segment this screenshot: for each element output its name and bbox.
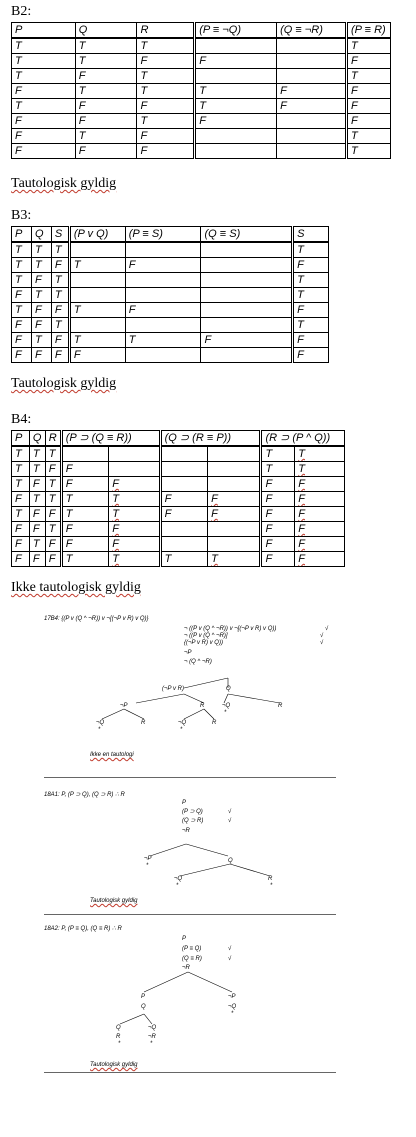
table-cell: T (69, 258, 125, 273)
section-label-b3: B3: (11, 208, 32, 223)
table-cell: F (29, 552, 45, 567)
table-cell: F (75, 114, 137, 129)
check-mark: √ (320, 633, 324, 639)
table-cell: T (12, 242, 32, 258)
tableau-node: R (278, 703, 283, 709)
table-cell: T (12, 303, 32, 318)
table-cell (69, 318, 125, 333)
table-cell: F (29, 477, 45, 492)
table-cell (61, 446, 108, 462)
closed-branch-mark: * (231, 1011, 234, 1017)
table-cell (195, 38, 277, 54)
table-cell: T (137, 114, 195, 129)
header-cell: R (137, 23, 195, 39)
table-row (12, 38, 391, 54)
table-cell: F (12, 552, 30, 567)
table-cell: T (195, 99, 277, 114)
table-cell (201, 288, 293, 303)
header-cell: P (12, 227, 32, 243)
table-cell: T (137, 38, 195, 54)
table-cell: T (61, 492, 108, 507)
table-cell: T (29, 537, 45, 552)
table-cell: F (45, 507, 61, 522)
tableau-verdict: Tautologisk gyldig (90, 1062, 138, 1068)
table-cell: T (31, 333, 51, 348)
table-row (12, 84, 391, 99)
table-cell: T (75, 84, 137, 99)
table-cell: T (12, 507, 30, 522)
table-cell: F (293, 348, 329, 363)
table-row (12, 318, 329, 333)
table-cell (277, 38, 347, 54)
table-cell: F (346, 99, 390, 114)
table-row (12, 273, 329, 288)
tableau-line: (Q ⊃ R) (182, 818, 204, 824)
table-cell: F (160, 507, 207, 522)
table-cell: F (277, 99, 347, 114)
divider (44, 1072, 336, 1073)
table-cell: T (69, 333, 125, 348)
table-row (12, 537, 345, 552)
table-cell: T (51, 242, 69, 258)
table-cell (208, 537, 261, 552)
tableau-line: P (182, 936, 187, 942)
table-cell: T (31, 288, 51, 303)
table-cell: T (12, 69, 76, 84)
table-cell: F (31, 318, 51, 333)
table-cell: F (45, 462, 61, 477)
table-row (12, 462, 345, 477)
table-cell: T (346, 69, 390, 84)
tableau-line: {(¬P v R) v Q)) (184, 640, 223, 646)
table-cell: T (137, 69, 195, 84)
table-cell: F (12, 144, 76, 159)
tableau-line: P (182, 800, 187, 806)
tableau-node: ¬P (228, 994, 236, 1000)
table-cell: T (208, 552, 261, 567)
table-cell: F (12, 129, 76, 144)
closed-branch-mark: * (146, 863, 149, 869)
table-cell: F (12, 522, 30, 537)
table-cell: T (295, 446, 345, 462)
table-cell: F (137, 54, 195, 69)
table-cell: T (195, 84, 277, 99)
table-cell: F (12, 333, 32, 348)
header-cell: R (45, 431, 61, 447)
tableau-node: ¬Q (228, 1004, 237, 1010)
table-cell: F (51, 303, 69, 318)
header-cell: (P v Q) (69, 227, 125, 243)
table-cell: T (69, 303, 125, 318)
tableau-node: ¬R (148, 1034, 156, 1040)
table-header-row (12, 23, 391, 39)
table-cell: T (293, 273, 329, 288)
tableau-line: ¬ ((P v (Q ^ ¬R)] (184, 633, 228, 639)
table-cell (201, 258, 293, 273)
tableau-node: R (116, 1034, 121, 1040)
check-mark: √ (228, 946, 232, 952)
table-row (12, 69, 391, 84)
table-cell: T (12, 258, 32, 273)
table-cell: T (51, 318, 69, 333)
table-row (12, 492, 345, 507)
table-row (12, 242, 329, 258)
check-mark: √ (325, 626, 329, 632)
table-cell: T (75, 54, 137, 69)
tableau-node: Q (226, 686, 231, 692)
table-cell: T (125, 333, 201, 348)
tableau-node: R (212, 720, 217, 726)
table-cell (69, 242, 125, 258)
tableau-branches (44, 788, 344, 908)
table-cell (201, 318, 293, 333)
table-row (12, 144, 391, 159)
table-cell: T (45, 492, 61, 507)
table-cell (125, 318, 201, 333)
tableau-node: ¬Q (222, 703, 231, 709)
divider (44, 777, 336, 778)
section-label-b2: B2: (11, 4, 32, 19)
table-cell: T (293, 288, 329, 303)
table-cell: T (346, 38, 390, 54)
table-cell: F (45, 552, 61, 567)
table-cell: F (201, 333, 293, 348)
header-cell: S (293, 227, 329, 243)
tableau-node: ¬Q (96, 720, 105, 726)
closed-branch-mark: * (270, 883, 273, 889)
table-cell: F (12, 348, 32, 363)
table-cell: T (51, 288, 69, 303)
check-mark: √ (320, 640, 324, 646)
table-cell: F (61, 462, 108, 477)
header-cell: (P ≡ S) (125, 227, 201, 243)
table-cell: F (261, 552, 295, 567)
table-row (12, 303, 329, 318)
tableau-18a1 (44, 788, 344, 908)
table-cell: F (295, 552, 345, 567)
table-cell: F (12, 492, 30, 507)
header-cell: (R ⊃ (P ^ Q)) (261, 431, 345, 447)
verdict-b2: Tautologisk gyldig (11, 176, 117, 191)
header-cell: P (12, 23, 76, 39)
table-cell: F (61, 537, 108, 552)
table-cell: T (295, 462, 345, 477)
table-cell (201, 242, 293, 258)
table-cell: F (125, 303, 201, 318)
table-cell (201, 303, 293, 318)
tableau-node: ¬P (120, 703, 128, 709)
tableau-node: ¬Q (178, 720, 187, 726)
table-cell: T (75, 129, 137, 144)
tableau-node: ¬P (144, 856, 152, 862)
table-cell: T (261, 462, 295, 477)
verdict-b3: Tautologisk gyldig (11, 376, 117, 391)
table-cell: F (293, 333, 329, 348)
truth-table-b4 (11, 430, 345, 567)
tableau-node: ¬Q (174, 876, 183, 882)
table-cell (201, 348, 293, 363)
table-cell: F (346, 84, 390, 99)
table-cell: F (293, 303, 329, 318)
table-cell: F (109, 537, 160, 552)
table-cell: F (295, 477, 345, 492)
closed-branch-mark: * (180, 727, 183, 733)
table-cell: T (61, 552, 108, 567)
table-cell (208, 477, 261, 492)
check-mark: √ (228, 956, 232, 962)
table-cell: F (160, 492, 207, 507)
table-cell: T (293, 318, 329, 333)
table-row (12, 258, 329, 273)
header-cell: P (12, 431, 30, 447)
table-row (12, 477, 345, 492)
tableau-verdict: Ikke en tautologi (90, 752, 134, 758)
tableau-line: ¬ (Q ^ ¬R) (184, 659, 212, 665)
table-row (12, 333, 329, 348)
table-row (12, 99, 391, 114)
header-cell: (P ⊃ (Q ≡ R)) (61, 431, 160, 447)
table-cell: T (45, 477, 61, 492)
header-cell: S (51, 227, 69, 243)
table-cell: T (293, 242, 329, 258)
header-cell: (Q ⊃ (R ≡ P)) (160, 431, 261, 447)
table-cell: F (295, 522, 345, 537)
section-label-b4: B4: (11, 412, 32, 427)
table-cell: T (75, 38, 137, 54)
header-cell: (P ≡ ¬Q) (195, 23, 277, 39)
table-cell: F (261, 522, 295, 537)
header-cell: (Q ≡ ¬R) (277, 23, 347, 39)
table-cell: F (295, 507, 345, 522)
table-cell: T (12, 273, 32, 288)
table-cell: T (12, 462, 30, 477)
table-cell: F (195, 54, 277, 69)
table-cell: F (29, 522, 45, 537)
table-cell: F (45, 537, 61, 552)
tableau-title: 18A1: P, (P ⊃ Q), (Q ⊃ R) ∴ R (44, 792, 125, 798)
table-cell (195, 144, 277, 159)
table-cell: F (29, 507, 45, 522)
table-row (12, 348, 329, 363)
table-cell: F (261, 492, 295, 507)
table-cell (208, 522, 261, 537)
header-cell: Q (75, 23, 137, 39)
table-cell: T (12, 446, 30, 462)
check-mark: √ (228, 809, 232, 815)
table-cell: F (295, 492, 345, 507)
header-cell: Q (29, 431, 45, 447)
table-cell: T (109, 492, 160, 507)
table-cell (160, 522, 207, 537)
table-cell (201, 273, 293, 288)
table-row (12, 522, 345, 537)
table-cell: T (12, 38, 76, 54)
table-row (12, 507, 345, 522)
table-cell: F (31, 348, 51, 363)
table-cell: T (109, 552, 160, 567)
tableau-node: Q (116, 1025, 121, 1031)
table-cell: F (261, 537, 295, 552)
table-cell: F (109, 522, 160, 537)
table-cell: F (12, 537, 30, 552)
tableau-verdict: Tautologisk gyldig (90, 898, 138, 904)
tableau-node: R (200, 703, 205, 709)
truth-table-b2 (11, 22, 391, 159)
table-cell: F (12, 114, 76, 129)
table-cell: F (137, 99, 195, 114)
table-cell: T (160, 552, 207, 567)
tableau-17b4 (44, 614, 344, 774)
table-cell: F (51, 348, 69, 363)
table-row (12, 114, 391, 129)
table-cell: F (346, 114, 390, 129)
table-cell: F (75, 99, 137, 114)
table-row (12, 288, 329, 303)
table-cell: T (12, 99, 76, 114)
table-cell (277, 144, 347, 159)
tableau-line: (Q ≡ R) (182, 956, 202, 962)
tableau-node: Q (141, 1004, 146, 1010)
closed-branch-mark: * (150, 1041, 153, 1047)
table-cell: F (346, 54, 390, 69)
divider (44, 914, 336, 915)
table-cell: T (261, 446, 295, 462)
table-cell: F (61, 522, 108, 537)
table-cell (69, 288, 125, 303)
table-cell: T (61, 507, 108, 522)
table-cell: T (29, 492, 45, 507)
table-cell (125, 242, 201, 258)
table-cell: T (12, 54, 76, 69)
tableau-title: 17B4: {(P v (Q ^ ¬R)) v ¬[(¬P v R) v Q)} (44, 616, 149, 622)
table-cell: T (109, 507, 160, 522)
table-cell (160, 537, 207, 552)
table-cell: T (51, 273, 69, 288)
header-cell: Q (31, 227, 51, 243)
table-header-row (12, 227, 329, 243)
closed-branch-mark: * (118, 1041, 121, 1047)
tableau-18a2 (44, 922, 344, 1082)
table-cell: T (29, 462, 45, 477)
header-cell: (Q ≡ S) (201, 227, 293, 243)
table-cell: F (69, 348, 125, 363)
table-cell (109, 462, 160, 477)
table-cell: T (31, 242, 51, 258)
table-cell: F (137, 144, 195, 159)
tableau-line: ¬R (182, 965, 190, 971)
table-cell (195, 129, 277, 144)
table-cell: F (61, 477, 108, 492)
table-cell: T (29, 446, 45, 462)
table-cell: F (277, 84, 347, 99)
tableau-line: (P ⊃ Q) (182, 809, 203, 815)
tableau-line: ¬ ((P v (Q ^ ¬R)) v ¬[(¬P v R) v Q)) (184, 626, 277, 632)
table-cell: T (31, 258, 51, 273)
table-cell: T (346, 144, 390, 159)
table-cell: F (208, 507, 261, 522)
table-row (12, 446, 345, 462)
tableau-node: R (141, 720, 146, 726)
table-row (12, 552, 345, 567)
closed-branch-mark: * (176, 883, 179, 889)
tableau-line: ¬P (184, 650, 192, 656)
table-cell (277, 69, 347, 84)
table-cell (69, 273, 125, 288)
table-cell (208, 462, 261, 477)
table-cell: F (293, 258, 329, 273)
tableau-node: ¬Q (148, 1025, 157, 1031)
table-cell: F (31, 273, 51, 288)
truth-table-b3 (11, 226, 329, 363)
table-cell: F (51, 333, 69, 348)
table-cell (160, 446, 207, 462)
tableau-node: R (268, 876, 273, 882)
table-cell: T (137, 84, 195, 99)
closed-branch-mark: * (224, 710, 227, 716)
table-cell (277, 54, 347, 69)
table-cell: F (12, 318, 32, 333)
check-mark: √ (228, 818, 232, 824)
table-cell: F (261, 507, 295, 522)
header-cell: (P ≡ R) (346, 23, 390, 39)
table-header-row (12, 431, 345, 447)
table-cell: T (346, 129, 390, 144)
tableau-node: P (141, 994, 146, 1000)
table-cell: F (109, 477, 160, 492)
table-cell (160, 477, 207, 492)
table-cell: T (45, 446, 61, 462)
table-cell (277, 114, 347, 129)
table-cell: T (12, 477, 30, 492)
table-cell: F (12, 84, 76, 99)
table-cell: F (295, 537, 345, 552)
table-cell (277, 129, 347, 144)
table-cell: F (12, 288, 32, 303)
table-cell: F (51, 258, 69, 273)
tableau-line: ¬R (182, 828, 190, 834)
table-cell (125, 288, 201, 303)
closed-branch-mark: * (98, 727, 101, 733)
table-cell (195, 69, 277, 84)
tableau-title: 18A2: P, (P ≡ Q), (Q ≡ R) ∴ R (44, 926, 122, 932)
table-cell: F (137, 129, 195, 144)
tableau-line: (P ≡ Q) (182, 946, 202, 952)
table-cell: F (75, 144, 137, 159)
table-cell: F (125, 258, 201, 273)
table-cell: F (261, 477, 295, 492)
table-cell (125, 348, 201, 363)
tableau-node: Q (228, 858, 233, 864)
verdict-b4: Ikke tautologisk gyldig (11, 580, 141, 595)
table-cell (208, 446, 261, 462)
table-cell (109, 446, 160, 462)
table-cell: F (75, 69, 137, 84)
table-cell (160, 462, 207, 477)
table-cell: F (208, 492, 261, 507)
table-cell: F (31, 303, 51, 318)
table-cell: T (45, 522, 61, 537)
table-row (12, 129, 391, 144)
table-cell: F (195, 114, 277, 129)
table-cell (125, 273, 201, 288)
tableau-node: (¬P v R) (162, 686, 184, 692)
table-row (12, 54, 391, 69)
